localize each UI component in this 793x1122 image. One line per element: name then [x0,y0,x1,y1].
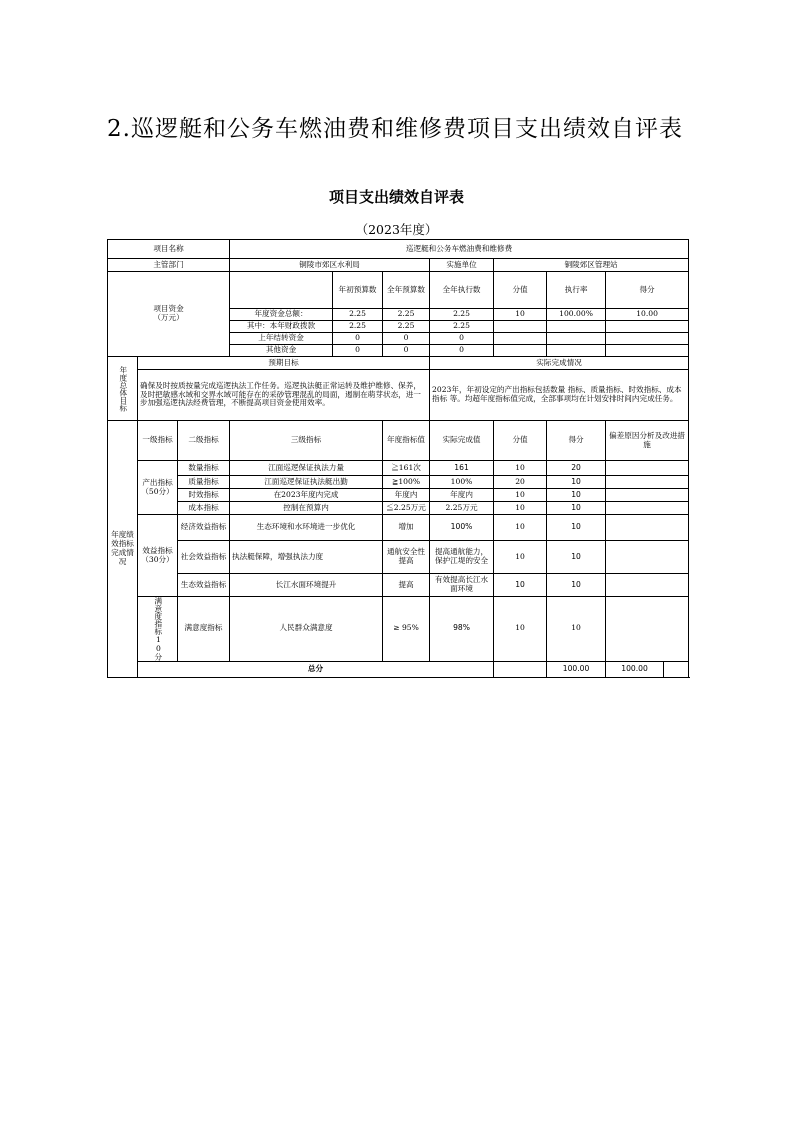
perf-header: 二级指标 [178,421,230,461]
funds-blank [230,272,333,309]
funds-cell [547,333,606,345]
funds-row-name: 年度资金总额： [230,309,333,321]
group-output: 产出指标（50分） [138,461,178,515]
table-row [108,541,689,574]
group-benefit: 效益指标（30分） [138,515,178,597]
actual-text: 2023年，年初设定的产出指标包括数量 指标、质量指标、时效指标、成本指标 等。均超年度指标值完成，全部事项均在计划安排时间内完成任务。 [430,370,689,421]
table-title: 项目支出绩效自评表 [328,188,464,206]
perf-header: 三级指标 [230,421,383,461]
actual-cell: 年度内 [430,489,494,502]
funds-cell: 2.25 [383,321,430,333]
group-satisfaction: 满意度指标10分 [138,597,178,662]
reason-cell [606,574,689,597]
funds-cell: 0 [333,333,383,345]
l3-cell: 长江水面环境提升 [230,574,383,597]
total-score: 100.00 [547,661,606,677]
table-row [108,597,689,662]
table-row [108,421,689,461]
target-cell: 增加 [383,515,430,541]
reason-cell [606,476,689,489]
funds-label: 项目资金 （万元） [108,272,230,357]
actual-cell: 100% [430,476,494,489]
got-cell: 10 [547,541,606,574]
actual-cell: 161 [430,461,494,476]
perf-label: 年度绩效指标完成情况 [108,421,138,678]
got-cell: 10 [547,502,606,515]
actual-cell: 98% [430,597,494,662]
score-cell: 10 [494,541,547,574]
funds-cell [494,345,547,357]
funds-row-name: 其中：本年财政拨款 [230,321,333,333]
funds-cell: 2.25 [333,309,383,321]
funds-header: 全年执行数 [430,272,494,309]
funds-cell: 0 [383,333,430,345]
table-row [108,515,689,541]
l3-cell: 控制在预算内 [230,502,383,515]
table-row [108,461,689,476]
score-cell: 10 [494,515,547,541]
actual-cell: 100% [430,515,494,541]
impl-label: 实施单位 [430,259,494,272]
reason-cell [606,541,689,574]
got-cell: 10 [547,515,606,541]
perf-header: 得分 [547,421,606,461]
dept-value: 铜陵市郊区水利局 [230,259,430,272]
funds-cell: 0 [430,345,494,357]
funds-cell [606,345,689,357]
l2-cell: 社会效益指标 [178,541,230,574]
actual-label: 实际完成情况 [430,357,689,370]
got-cell: 10 [547,574,606,597]
got-cell: 10 [547,476,606,489]
funds-header: 执行率 [547,272,606,309]
funds-cell: 0 [383,345,430,357]
l2-cell: 生态效益指标 [178,574,230,597]
expected-label: 预期目标 [138,357,430,370]
l2-cell: 质量指标 [178,476,230,489]
funds-header: 分值 [494,272,547,309]
reason-cell [606,461,689,476]
funds-cell [494,321,547,333]
table-row [108,357,689,370]
funds-cell: 2.25 [430,309,494,321]
l2-cell: 经济效益指标 [178,515,230,541]
l3-cell: 人民群众满意度 [230,597,383,662]
target-cell: 通航安全性提高 [383,541,430,574]
l2-cell: 满意度指标 [178,597,230,662]
impl-value: 铜陵郊区管理站 [494,259,689,272]
l2-cell: 成本指标 [178,502,230,515]
perf-header: 一级指标 [138,421,178,461]
score-cell: 10 [494,461,547,476]
funds-cell [606,333,689,345]
actual-cell: 有效提高长江水面环境 [430,574,494,597]
got-cell: 10 [547,489,606,502]
total-label: 总分 [138,661,494,677]
funds-row-name: 其他资金 [230,345,333,357]
target-cell: ≧161次 [383,461,430,476]
evaluation-table [107,239,689,678]
total-blank [494,661,547,677]
table-row [108,661,689,677]
goals-label: 年度总体目标 [108,357,138,421]
funds-cell: 100.00% [547,309,606,321]
table-row [108,574,689,597]
total-got: 100.00 [606,661,664,677]
score-cell: 20 [494,476,547,489]
funds-cell: 10.00 [606,309,689,321]
table-row [108,476,689,489]
funds-row-name: 上年结转资金 [230,333,333,345]
perf-header: 分值 [494,421,547,461]
funds-cell [494,333,547,345]
l3-cell: 生态环境和水环境进一步优化 [230,515,383,541]
l3-cell: 江面巡逻保证执法力量 [230,461,383,476]
funds-header: 全年预算数 [383,272,430,309]
funds-cell [606,321,689,333]
reason-cell [606,515,689,541]
project-name-label: 项目名称 [108,240,230,259]
target-cell: 年度内 [383,489,430,502]
dept-label: 主管部门 [108,259,230,272]
got-cell: 20 [547,461,606,476]
funds-cell [547,345,606,357]
table-row [108,370,689,421]
funds-cell: 10 [494,309,547,321]
target-cell: ≦2.25万元 [383,502,430,515]
l2-cell: 数量指标 [178,461,230,476]
perf-header: 偏差原因分析及改进措施 [606,421,689,461]
score-cell: 10 [494,597,547,662]
table-row [108,272,689,309]
target-cell: ≧100% [383,476,430,489]
got-cell: 10 [547,597,606,662]
funds-header: 得分 [606,272,689,309]
table-row [108,489,689,502]
score-cell: 10 [494,502,547,515]
expected-text: 确保及时按质按量完成巡逻执法工作任务。巡逻执法艇正常运转及维护维修、保养，及时把敏感水域和交界水域可能存在的采砂管理混乱的局面，遏制在萌芽状态，进一步加强巡逻执法经费管理，不断提高项目资金使用效率。 [138,370,430,421]
funds-cell: 0 [430,333,494,345]
actual-cell: 2.25万元 [430,502,494,515]
l2-cell: 时效指标 [178,489,230,502]
table-row [108,259,689,272]
actual-cell: 提高通航能力，保护江堤的安全 [430,541,494,574]
table-row [108,240,689,259]
reason-cell [606,502,689,515]
funds-cell: 2.25 [333,321,383,333]
funds-cell [547,321,606,333]
score-cell: 10 [494,489,547,502]
table-row [108,502,689,515]
score-cell: 10 [494,574,547,597]
funds-cell: 2.25 [383,309,430,321]
reason-cell [606,597,689,662]
total-reason [664,661,689,677]
l3-cell: 江面巡逻保证执法艇出勤 [230,476,383,489]
target-cell: ≥ 95% [383,597,430,662]
funds-cell: 0 [333,345,383,357]
l3-cell: 执法艇保障，增强执法力度 [230,541,383,574]
funds-header: 年初预算数 [333,272,383,309]
reason-cell [606,489,689,502]
project-name: 巡逻艇和公务车燃油费和维修费 [230,240,689,259]
table-year: （2023年度） [355,222,438,237]
l3-cell: 在2023年度内完成 [230,489,383,502]
perf-header: 实际完成值 [430,421,494,461]
section-heading: 2.巡逻艇和公务车燃油费和维修费项目支出绩效自评表 [107,116,683,142]
funds-cell: 2.25 [430,321,494,333]
target-cell: 提高 [383,574,430,597]
perf-header: 年度指标值 [383,421,430,461]
